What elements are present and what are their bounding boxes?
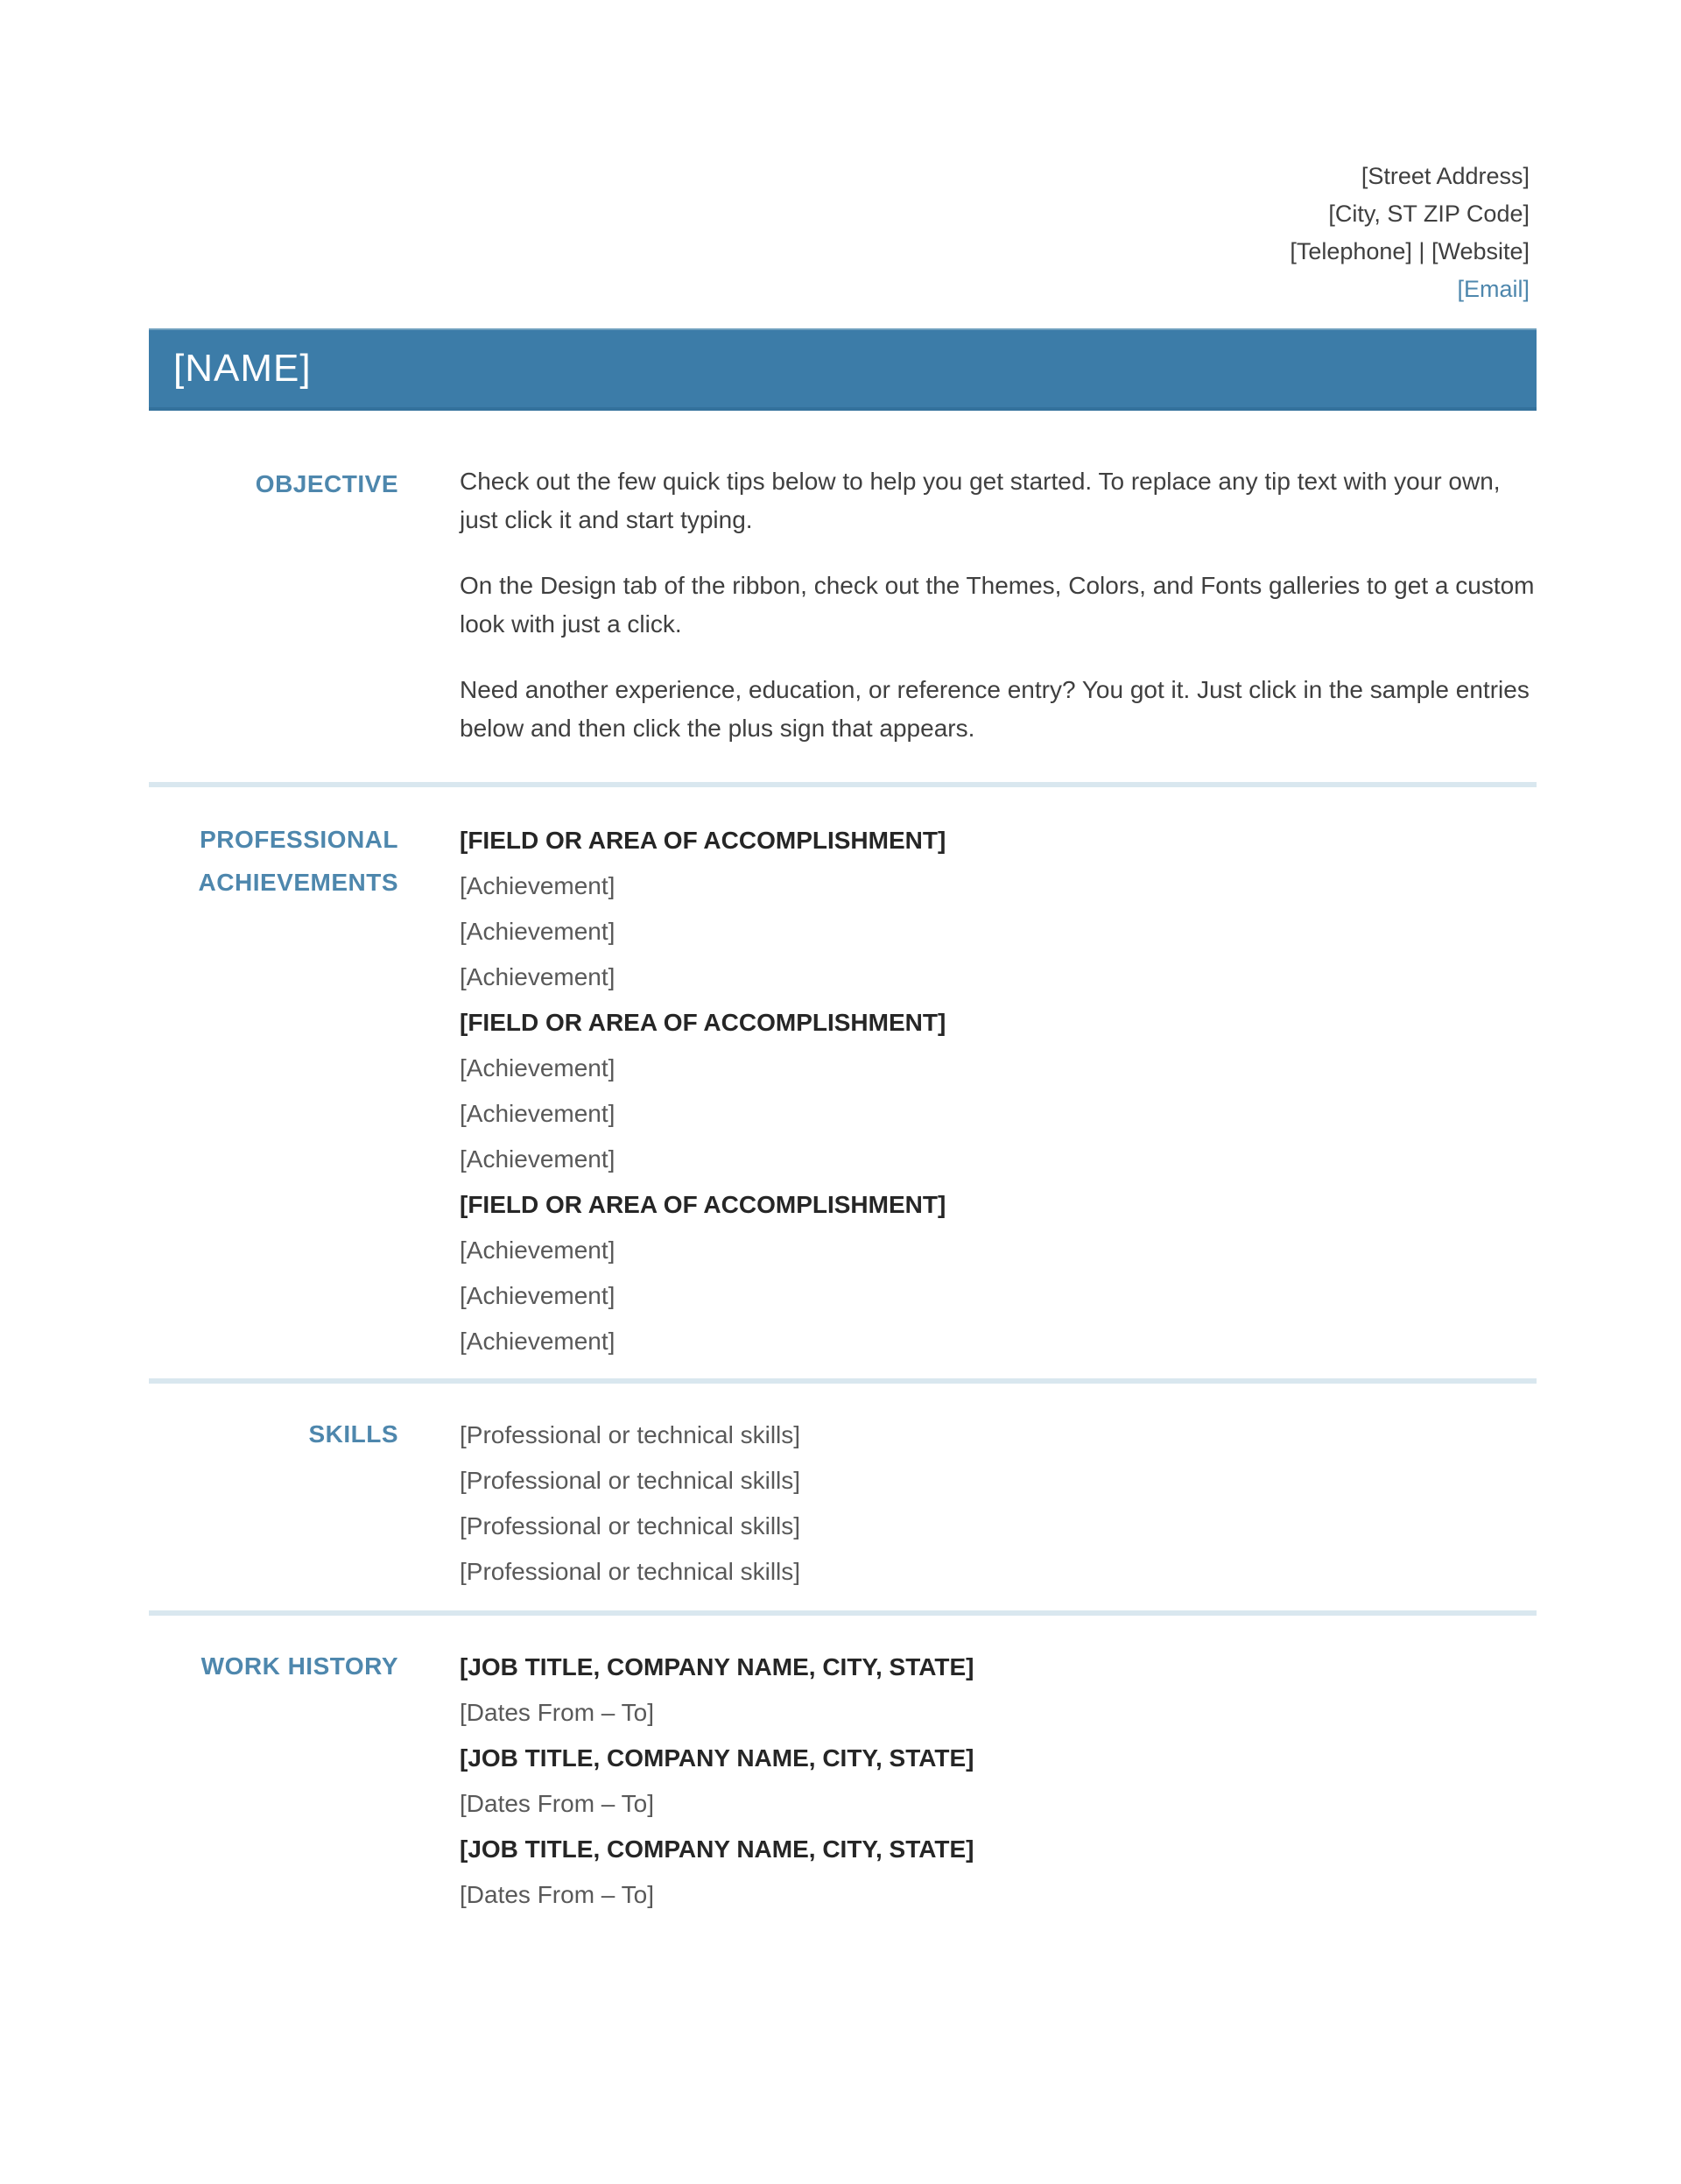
job-dates-placeholder[interactable]: [Dates From – To] xyxy=(460,1699,655,1726)
achievement-placeholder[interactable]: [Achievement] xyxy=(460,1328,615,1355)
achievement-placeholder[interactable]: [Achievement] xyxy=(460,1100,615,1127)
achievement-placeholder[interactable]: [Achievement] xyxy=(460,963,615,990)
job-title-placeholder[interactable]: [JOB TITLE, COMPANY NAME, CITY, STATE] xyxy=(460,1653,974,1680)
skills-body xyxy=(460,1413,1537,1595)
contact-block xyxy=(1290,158,1530,308)
achievement-placeholder[interactable]: [Achievement] xyxy=(460,1054,615,1081)
work-history-body xyxy=(460,1645,1537,1918)
achievements-label: PROFESSIONAL ACHIEVEMENTS xyxy=(198,826,398,896)
accomplishment-field-heading[interactable]: [FIELD OR AREA OF ACCOMPLISHMENT] xyxy=(460,827,946,854)
objective-label: OBJECTIVE xyxy=(255,470,398,497)
achievement-placeholder[interactable]: [Achievement] xyxy=(460,872,615,899)
accomplishment-field-heading[interactable]: [FIELD OR AREA OF ACCOMPLISHMENT] xyxy=(460,1009,946,1036)
city-state-zip-placeholder[interactable]: [City, ST ZIP Code] xyxy=(1328,201,1530,227)
job-title-placeholder[interactable]: [JOB TITLE, COMPANY NAME, CITY, STATE] xyxy=(460,1835,974,1863)
skill-placeholder[interactable]: [Professional or technical skills] xyxy=(460,1467,801,1494)
section-divider xyxy=(149,782,1537,787)
work-history-section xyxy=(149,1645,1537,1918)
skill-placeholder[interactable]: [Professional or technical skills] xyxy=(460,1558,801,1585)
achievements-section xyxy=(149,818,1537,1364)
accomplishment-field-heading[interactable]: [FIELD OR AREA OF ACCOMPLISHMENT] xyxy=(460,1191,946,1218)
achievement-placeholder[interactable]: [Achievement] xyxy=(460,1282,615,1309)
achievement-placeholder[interactable]: [Achievement] xyxy=(460,1145,615,1173)
skill-placeholder[interactable]: [Professional or technical skills] xyxy=(460,1512,801,1539)
achievements-body xyxy=(460,818,1537,1364)
email-link[interactable]: [Email] xyxy=(1457,276,1530,302)
name-placeholder[interactable]: [NAME] xyxy=(173,347,312,390)
objective-body xyxy=(460,462,1537,775)
section-divider xyxy=(149,1378,1537,1384)
job-dates-placeholder[interactable]: [Dates From – To] xyxy=(460,1790,655,1817)
job-dates-placeholder[interactable]: [Dates From – To] xyxy=(460,1881,655,1908)
skills-label: SKILLS xyxy=(308,1420,398,1448)
section-divider xyxy=(149,1610,1537,1616)
name-banner xyxy=(149,328,1537,411)
objective-tip-paragraph[interactable]: Check out the few quick tips below to help you get started. To replace any tip text with your own, just click it and start typing. xyxy=(460,468,1501,533)
objective-tip-paragraph[interactable]: On the Design tab of the ribbon, check out the Themes, Colors, and Fonts galleries to get a custom look with just a click. xyxy=(460,572,1535,638)
street-address-placeholder[interactable]: [Street Address] xyxy=(1361,163,1530,189)
objective-tip-paragraph[interactable]: Need another experience, education, or reference entry? You got it. Just click in the sample entries below and then click the plus sign that appears. xyxy=(460,676,1530,742)
objective-section xyxy=(149,462,1537,775)
work-history-label: WORK HISTORY xyxy=(200,1652,398,1680)
skill-placeholder[interactable]: [Professional or technical skills] xyxy=(460,1421,801,1448)
achievement-placeholder[interactable]: [Achievement] xyxy=(460,918,615,945)
telephone-website-placeholder[interactable]: [Telephone] | [Website] xyxy=(1290,238,1530,264)
job-title-placeholder[interactable]: [JOB TITLE, COMPANY NAME, CITY, STATE] xyxy=(460,1744,974,1772)
skills-section xyxy=(149,1413,1537,1595)
achievement-placeholder[interactable]: [Achievement] xyxy=(460,1236,615,1264)
